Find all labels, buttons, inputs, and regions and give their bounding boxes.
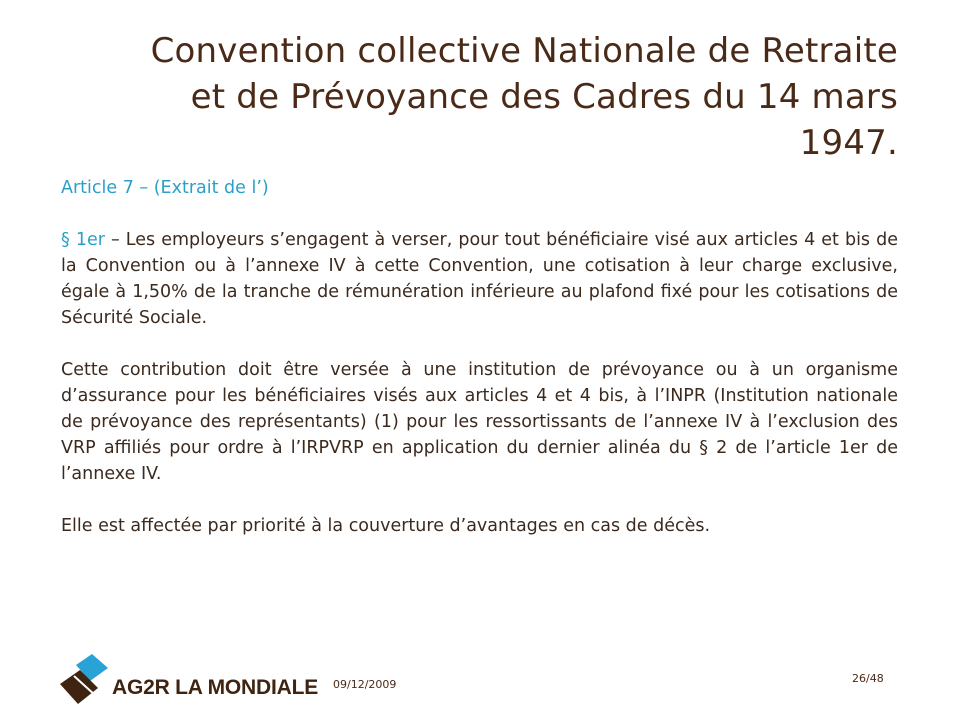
title-line-1: Convention collective Nationale de Retraite (150, 31, 898, 71)
page-number: 26/48 (852, 672, 884, 685)
title-line-3: 1947. (799, 123, 898, 163)
paragraph-3: Elle est affectée par priorité à la couverture d’avantages en cas de décès. (61, 516, 711, 536)
article-heading: Article 7 – (Extrait de l’) (61, 178, 269, 198)
paragraph-1 (61, 227, 898, 331)
footer-date: 09/12/2009 (333, 678, 397, 691)
paragraph-lead: § 1er (61, 230, 105, 250)
slide-title (90, 28, 898, 166)
paragraph-2: Cette contribution doit être versée à une institution de prévoyance ou à un organisme d’assurance pour les bénéficiaires visés aux articles 4 et 4 bis, à l’INPR (Institution nationale de prévoyance des représentants) (1) pour les ressortissants de l’annexe IV à l’exclusion des VRP affiliés pour ordre à l’IRPVRP en application du dernier alinéa du § 2 de l’article 1er de l’annexe IV. (61, 360, 898, 484)
paragraph-1-text: – Les employeurs s’engagent à verser, pour tout bénéficiaire visé aux articles 4 et bis de la Convention ou à l’annexe IV à cette Convention, une cotisation à leur charge exclusive, égale à 1,50% de la tranche de rémunération inférieure au plafond fixé pour les cotisations de Sécurité Sociale. (61, 230, 898, 328)
brand-name: AG2R LA MONDIALE (112, 676, 319, 699)
slide-body (61, 175, 898, 565)
title-line-2: et de Prévoyance des Cadres du 14 mars (190, 77, 898, 117)
